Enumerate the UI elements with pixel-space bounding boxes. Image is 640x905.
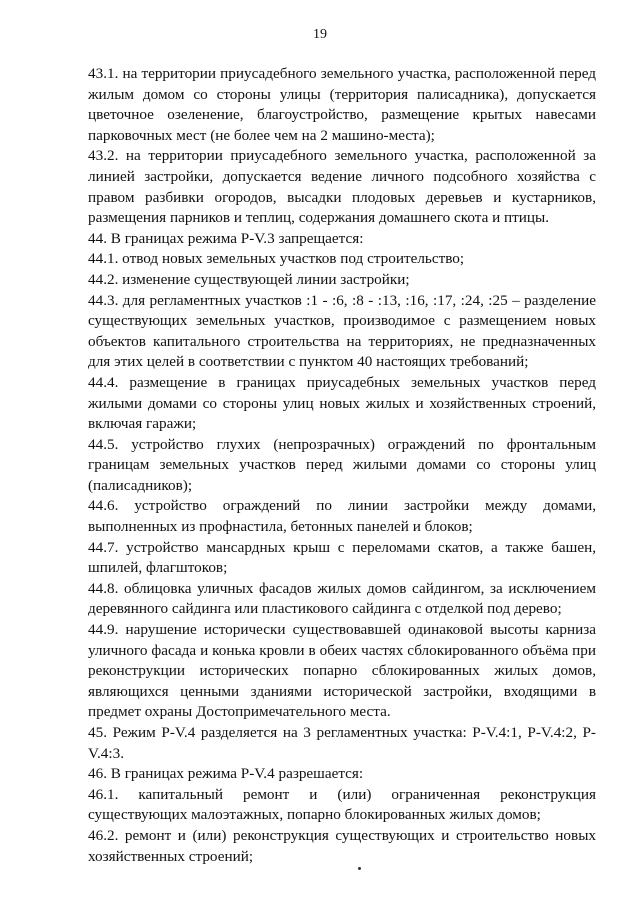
paragraph-46: 46. В границах режима Р-V.4 разрешается: (88, 765, 364, 783)
paragraph-44-5: 44.5. устройство глухих (непрозрачных) ограждений по фронтальным границам земельных участков перед жилыми домами со стороны улиц (палисадников); (88, 435, 596, 494)
scan-dot-mark (358, 867, 361, 870)
paragraph-46-1: 46.1. капитальный ремонт и (или) ограниченная реконструкция существующих малоэтажных, попарно блокированных жилых домов; (88, 785, 596, 824)
paragraph-44: 44. В границах режима Р-V.3 запрещается: (88, 229, 364, 247)
paragraph-44-3: 44.3. для регламентных участков :1 - :6, :8 - :13, :16, :17, :24, :25 – разделение существующих земельных участков, производимое с размещением новых объектов капитального строительства на территориях, не предназначенных для этих целей в соответствии с пунктом 40 настоящих требований; (88, 291, 596, 371)
paragraph-45: 45. Режим Р-V.4 разделяется на 3 регламентных участка: Р-V.4:1, Р-V.4:2, Р-V.4:3. (88, 724, 596, 762)
paragraph-43-2: 43.2. на территории приусадебного земельного участка, расположенной за линией застройки, допускается ведение личного подсобного хозяйства с правом разбивки огородов, высадки плодовых деревьев и кустарников, размещения парников и теплиц, содержания домашнего скота и птицы. (88, 147, 596, 227)
paragraph-44-9: 44.9. нарушение исторически существовавшей одинаковой высоты карниза уличного фасада и конька кровли в обеих частях сблокированного объёма при реконструкции исторических попарно сблокированных жилых домов, являющихся ценными зданиями исторической застройки, входящими в предмет охраны Достопримечательного места. (88, 621, 596, 721)
paragraph-44-4: 44.4. размещение в границах приусадебных земельных участков перед жилыми домами со стороны улиц новых жилых и хозяйственных строений, включая гаражи; (88, 373, 596, 433)
paragraph-43-1: 43.1. на территории приусадебного земельного участка, расположенной перед жилым домом со стороны улицы (территория палисадника), допускается цветочное озеленение, благоустройство, размещение крытых навесами парковочных мест (не более чем на 2 машино-места); (88, 65, 596, 144)
paragraph-44-6: 44.6. устройство ограждений по линии застройки между домами, выполненных из профнастила, бетонных панелей и блоков; (88, 497, 596, 536)
paragraph-44-8: 44.8. облицовка уличных фасадов жилых домов сайдингом, за исключением деревянного сайдинга или пластикового сайдинга с отделкой под дерево; (88, 579, 596, 618)
paragraph-44-1: 44.1. отвод новых земельных участков под строительство; (88, 250, 465, 268)
document-body (88, 64, 596, 867)
paragraph-44-2: 44.2. изменение существующей линии застройки; (88, 270, 410, 288)
paragraph-44-7: 44.7. устройство мансардных крыш с переломами скатов, а также башен, шпилей, флагштоков; (88, 538, 596, 577)
paragraph-46-2: 46.2. ремонт и (или) реконструкция существующих и строительство новых хозяйственных строений; (88, 826, 596, 865)
page-number: 19 (313, 27, 327, 42)
